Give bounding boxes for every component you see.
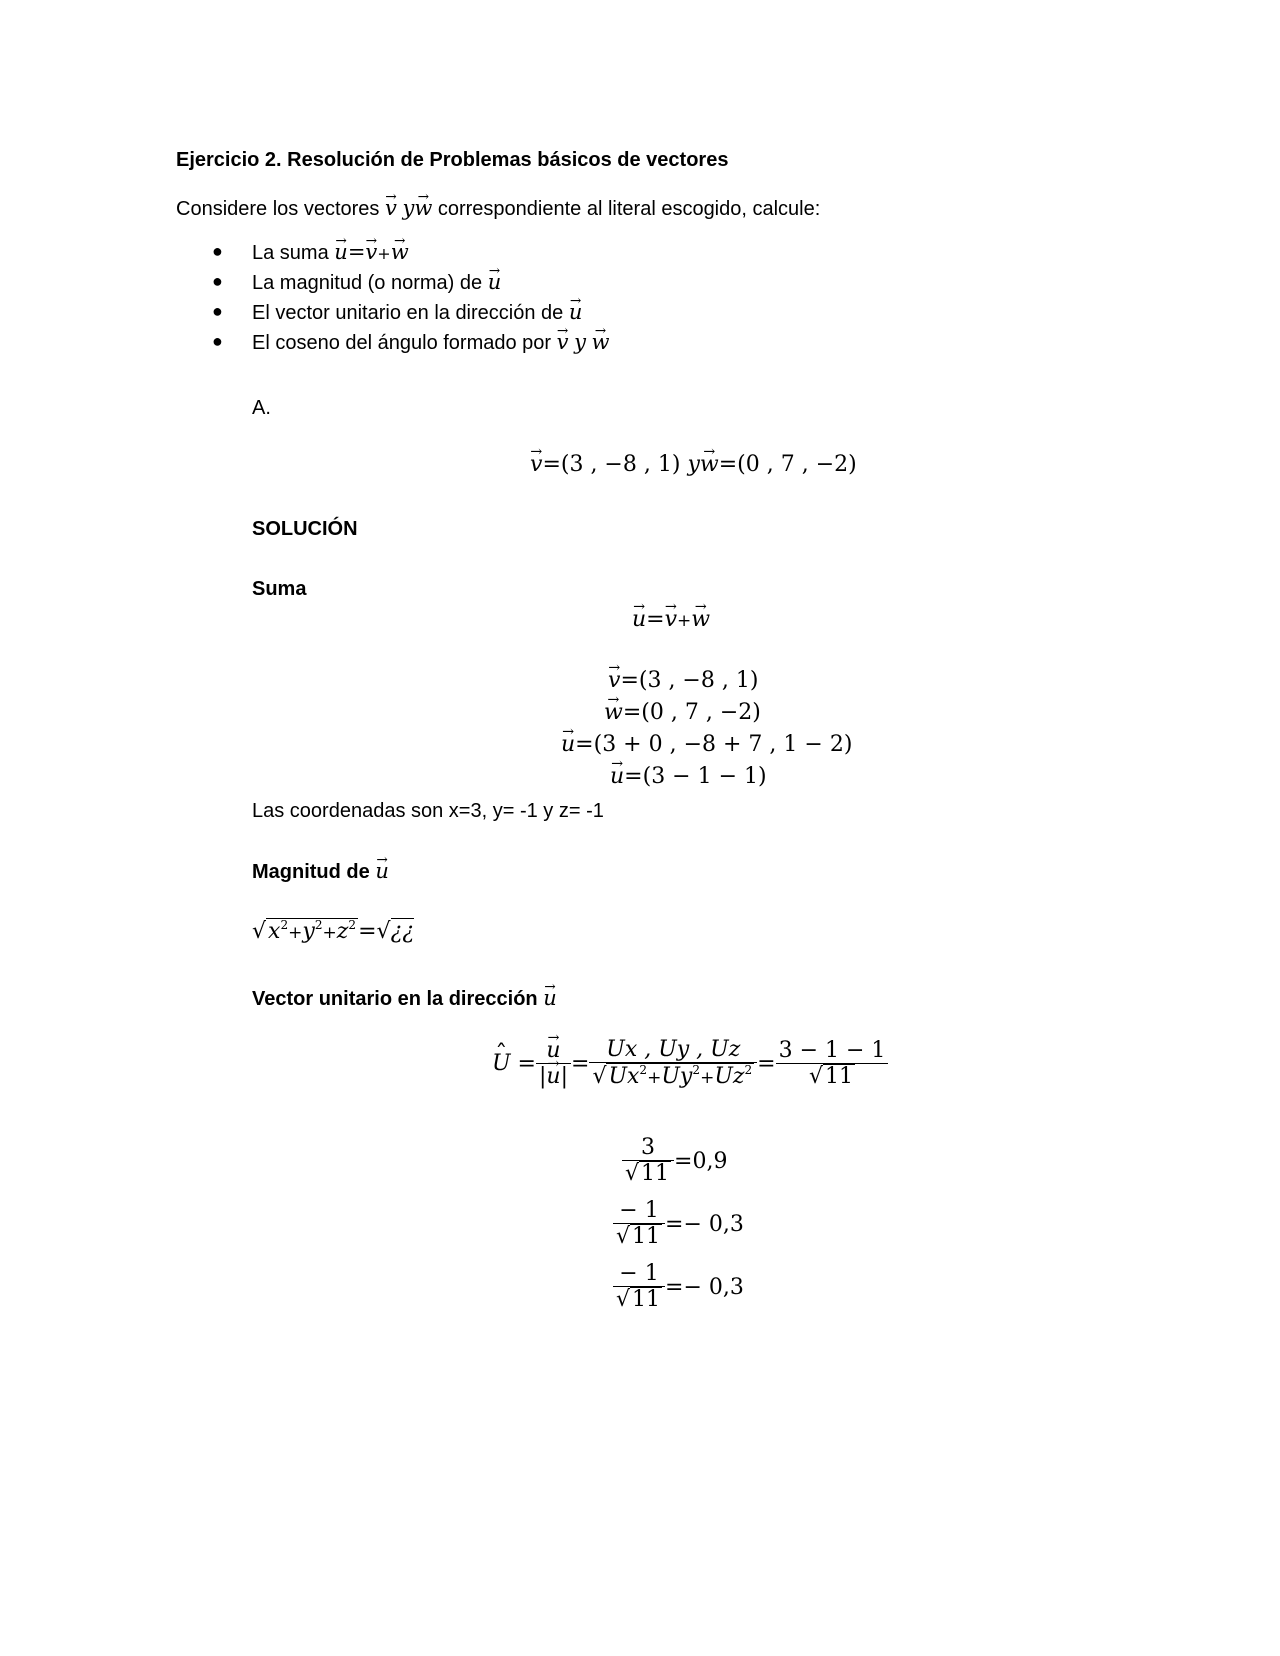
exponent: 2 bbox=[348, 918, 357, 932]
equals-sign: = bbox=[622, 700, 642, 725]
equals-sign: = bbox=[674, 1148, 693, 1174]
sum-title: Suma bbox=[252, 578, 307, 600]
exponent: 2 bbox=[314, 918, 323, 932]
exercise-heading: Ejercicio 2. Resolución de Problemas básicos de vectores bbox=[176, 149, 729, 171]
var-y: y bbox=[302, 919, 315, 945]
list-item-1-text: La suma bbox=[252, 242, 329, 264]
equals-sign: = bbox=[624, 764, 643, 789]
unit-vector-title bbox=[252, 986, 557, 1011]
component-2-numerator: − 1 bbox=[613, 1199, 665, 1224]
unit-vector-title-text: Vector unitario en la dirección bbox=[252, 988, 538, 1010]
equals-sign: = bbox=[347, 240, 366, 264]
plus-sign: + bbox=[377, 244, 391, 263]
magnitude-formula bbox=[252, 918, 414, 944]
unit-vector-formula bbox=[492, 1038, 888, 1090]
component-1: $\frac{3}{√11}$ =0,9 bbox=[622, 1136, 727, 1186]
bullet-dot-3: ● bbox=[212, 301, 223, 321]
sum-v-line bbox=[608, 668, 758, 693]
equals-sign: = bbox=[575, 732, 594, 757]
part-label: A. bbox=[252, 397, 271, 419]
sqrt-value: 11 bbox=[632, 1287, 661, 1313]
component-3-numerator: − 1 bbox=[613, 1262, 665, 1287]
vector-u: → u bbox=[610, 764, 624, 789]
vector-v: → v bbox=[608, 668, 620, 693]
var-x: x bbox=[268, 919, 281, 945]
fraction-components: $\frac{Ux , Uy , Uz}{√Ux^2+Uy^2+Uz^2}$ bbox=[589, 1038, 757, 1090]
vector-u: → u bbox=[334, 240, 348, 264]
intro-line bbox=[176, 196, 820, 221]
equals-sign: = bbox=[517, 1051, 536, 1077]
plus-sign: + bbox=[700, 1068, 715, 1089]
sum-w-value: (0 , 7 , −2) bbox=[641, 700, 761, 725]
equals-sign: = bbox=[665, 1211, 684, 1237]
conj-y: y bbox=[402, 196, 415, 220]
bullet-dot-1: ● bbox=[212, 241, 223, 261]
uy-term: Uy bbox=[661, 1064, 693, 1090]
list-item-1 bbox=[252, 240, 409, 265]
values-numerator: 3 − 1 − 1 bbox=[776, 1039, 889, 1064]
list-item-2 bbox=[252, 270, 501, 295]
intro-prefix: Considere los vectores bbox=[176, 198, 380, 220]
fraction-u-over-norm: → $\frac{u}{|\to u|}$ bbox=[536, 1039, 571, 1089]
vector-w: → w bbox=[391, 240, 409, 264]
radical-sign: √ bbox=[252, 919, 267, 945]
component-3: $\frac{- 1}{√11}$ =− 0,3 bbox=[613, 1262, 744, 1312]
sum-definition bbox=[632, 607, 710, 632]
list-item-4 bbox=[252, 330, 610, 355]
components-numerator: Ux , Uy , Uz bbox=[589, 1038, 757, 1063]
component-2: $\frac{- 1}{√11}$ =− 0,3 bbox=[613, 1199, 744, 1249]
vector-v: → v bbox=[530, 452, 542, 477]
uz-term: Uz bbox=[714, 1064, 745, 1090]
vector-v: → v bbox=[365, 240, 377, 264]
plus-sign: + bbox=[677, 611, 692, 631]
exponent: 2 bbox=[639, 1063, 648, 1078]
U-hat: ˆ U bbox=[492, 1051, 511, 1076]
vector-v: → v bbox=[557, 330, 569, 354]
equals-sign: = bbox=[646, 607, 665, 632]
intro-suffix: correspondiente al literal escogido, calcule: bbox=[437, 198, 821, 220]
bullet-dot-2: ● bbox=[212, 271, 223, 291]
equals-sign: = bbox=[571, 1051, 590, 1077]
vector-u: → u bbox=[546, 1039, 560, 1063]
list-item-3 bbox=[252, 300, 582, 325]
plus-sign: + bbox=[647, 1068, 662, 1089]
vector-u: → u bbox=[632, 607, 646, 632]
vector-u: → u bbox=[488, 270, 502, 294]
vector-w: → w bbox=[604, 700, 623, 725]
vector-u: → u bbox=[561, 732, 575, 757]
vector-w: → w bbox=[592, 330, 610, 354]
solution-label: SOLUCIÓN bbox=[252, 518, 358, 540]
vector-w: → w bbox=[414, 196, 432, 220]
ux-term: Ux bbox=[608, 1064, 640, 1090]
vector-v: → v bbox=[385, 196, 397, 220]
component-2-result: − 0,3 bbox=[683, 1211, 744, 1237]
component-1-result: 0,9 bbox=[692, 1148, 728, 1174]
sum-u-result-line bbox=[610, 764, 767, 789]
list-item-4-text: El coseno del ángulo formado por bbox=[252, 332, 552, 354]
var-z: z bbox=[336, 919, 349, 945]
sqrt-value: 11 bbox=[632, 1224, 661, 1250]
list-item-2-text: La magnitud (o norma) de bbox=[252, 272, 483, 294]
sum-w-line bbox=[604, 700, 761, 725]
conj-y: y bbox=[687, 452, 700, 477]
magnitude-title bbox=[252, 859, 389, 884]
sqrt-value: 11 bbox=[825, 1063, 854, 1089]
sum-u-expanded-line bbox=[561, 732, 852, 757]
exponent: 2 bbox=[744, 1063, 753, 1078]
v-value: (3 , −8 , 1) bbox=[560, 452, 681, 477]
coordinates-text: Las coordenadas son x=3, y= -1 y z= -1 bbox=[252, 800, 604, 822]
fraction-values: $\frac{3 - 1 - 1}{√11}$ bbox=[776, 1039, 889, 1089]
given-vectors-equation bbox=[530, 452, 857, 477]
vector-u: → u bbox=[543, 986, 557, 1010]
sqrt-expression bbox=[252, 918, 358, 944]
plus-sign: + bbox=[322, 923, 337, 944]
sum-u-result-value: (3 − 1 − 1) bbox=[642, 764, 767, 789]
radical-sign: √ bbox=[376, 919, 391, 945]
equals-sign: = bbox=[665, 1274, 684, 1300]
equals-sign: = bbox=[620, 668, 639, 693]
equals-sign: = bbox=[542, 452, 561, 477]
vector-u: → u bbox=[375, 859, 389, 883]
plus-sign: + bbox=[288, 923, 303, 944]
component-3-result: − 0,3 bbox=[683, 1274, 744, 1300]
rhs-glyphs: ¿¿ bbox=[390, 919, 415, 945]
equals-sign: = bbox=[757, 1051, 776, 1077]
exponent: 2 bbox=[280, 918, 289, 932]
equals-sign: = bbox=[358, 919, 377, 945]
sum-v-value: (3 , −8 , 1) bbox=[638, 668, 759, 693]
vector-v: → v bbox=[665, 607, 677, 632]
exponent: 2 bbox=[692, 1063, 701, 1078]
vector-u: → u bbox=[546, 1064, 560, 1089]
vector-w: → w bbox=[691, 607, 710, 632]
equals-sign: = bbox=[718, 452, 738, 477]
vector-w: → w bbox=[700, 452, 719, 477]
sqrt-rhs bbox=[377, 919, 415, 944]
magnitude-title-text: Magnitud de bbox=[252, 861, 370, 883]
bullet-dot-4: ● bbox=[212, 331, 223, 351]
component-1-numerator: 3 bbox=[622, 1136, 674, 1161]
vector-u: → u bbox=[569, 300, 583, 324]
w-value: (0 , 7 , −2) bbox=[737, 452, 857, 477]
sqrt-value: 11 bbox=[641, 1161, 670, 1187]
sum-u-expanded-value: (3 + 0 , −8 + 7 , 1 − 2) bbox=[593, 732, 853, 757]
radicand bbox=[266, 918, 358, 943]
conj-y: y bbox=[574, 330, 586, 354]
list-item-3-text: El vector unitario en la dirección de bbox=[252, 302, 564, 324]
